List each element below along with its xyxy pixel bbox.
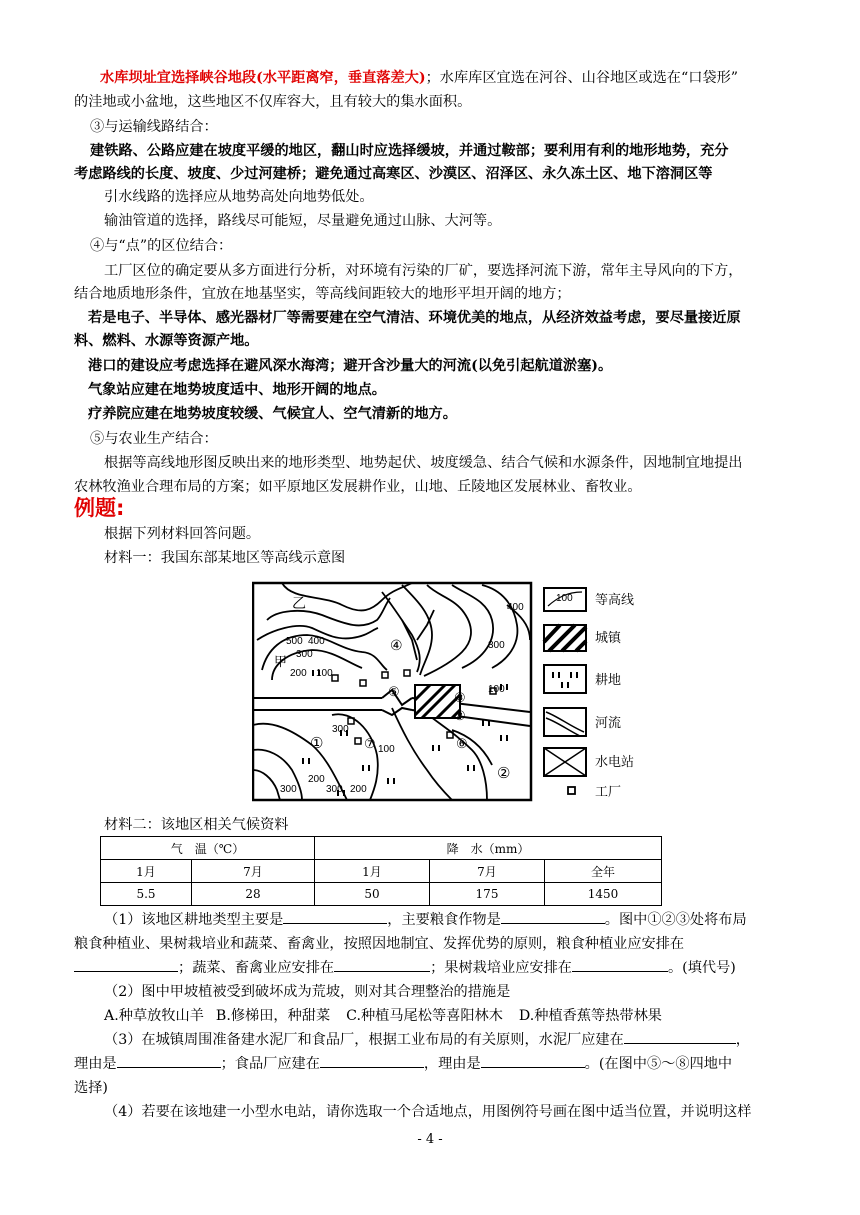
contour-map bbox=[252, 580, 672, 808]
answer-blank[interactable] bbox=[320, 1053, 424, 1068]
example-heading: 例题: bbox=[74, 496, 125, 520]
circled-marker: ⑤ bbox=[388, 685, 400, 700]
table-header-precipitation: 降 水（mm） bbox=[315, 837, 662, 860]
circled-marker: ② bbox=[497, 764, 511, 782]
table-cell: 1月 bbox=[101, 860, 192, 883]
circled-marker: ① bbox=[310, 734, 324, 752]
question-text: 。(填代号) bbox=[667, 960, 736, 976]
contour-label: 300 bbox=[488, 640, 505, 651]
contour-label: 300 bbox=[332, 724, 349, 735]
question-text: ；果树栽培业应安排在 bbox=[430, 960, 572, 976]
paragraph-line: 建铁路、公路应建在坡度平缓的地区，翻山时应选择缓坡，并通过鞍部；要利用有利的地形地势，充分 bbox=[90, 143, 729, 159]
contour-label: 200 bbox=[308, 774, 325, 785]
contour-label: 200 bbox=[290, 668, 307, 679]
table-cell: 5.5 bbox=[101, 883, 192, 906]
answer-blank[interactable] bbox=[283, 909, 387, 924]
legend-river-label: 河流 bbox=[595, 716, 622, 731]
section-title-agriculture: ⑤与农业生产结合： bbox=[90, 431, 218, 447]
example-intro: 根据下列材料回答问题。 bbox=[104, 526, 261, 542]
question-text: （1）该地区耕地类型主要是 bbox=[104, 912, 284, 928]
circled-marker: ⑥ bbox=[456, 737, 468, 752]
table-row bbox=[101, 860, 662, 883]
question-2-options bbox=[104, 1005, 662, 1027]
option-b[interactable]: B.修梯田，种甜菜 bbox=[215, 1008, 331, 1024]
reservoir-dam-highlight: 水库坝址宜选择峡谷地段(水平距离窄，垂直落差大) bbox=[100, 70, 426, 86]
contour-label: 500 bbox=[286, 636, 303, 647]
contour-label: 100 bbox=[316, 668, 333, 679]
material-one-caption: 材料一：我国东部某地区等高线示意图 bbox=[104, 550, 346, 566]
reservoir-text: ；水库库区宜选在河谷、山谷地区或选在“口袋形” bbox=[425, 70, 739, 86]
circled-marker: ⑦ bbox=[364, 737, 376, 752]
paragraph-line: 根据等高线地形图反映出来的地形类型、地势起伏、坡度缓急、结合气候和水源条件，因地制宜地提出 bbox=[104, 455, 743, 471]
table-cell: 28 bbox=[192, 883, 315, 906]
material-two-caption: 材料二：该地区相关气候资料 bbox=[104, 817, 289, 833]
table-row bbox=[101, 883, 662, 906]
paragraph-line: 考虑路线的长度、坡度、少过河建桥；避免通过高寒区、沙漠区、沼泽区、永久冻土区、地下溶洞区等 bbox=[74, 166, 713, 182]
question-text: 。图中①②③处将布局 bbox=[604, 912, 747, 928]
table-cell: 7月 bbox=[192, 860, 315, 883]
question-text: ， bbox=[735, 1032, 750, 1048]
paragraph-line: 港口的建设应考虑选择在避风深水海湾；避开含沙量大的河流(以免引起航道淤塞)。 bbox=[88, 358, 613, 374]
question-text: （3）在城镇周围准备建水泥厂和食品厂，根据工业布局的有关原则，水泥厂应建在 bbox=[104, 1032, 624, 1048]
map-legend bbox=[544, 588, 634, 800]
section-title-point: ④与“点”的区位结合： bbox=[90, 238, 233, 254]
question-text: ；蔬菜、畜禽业应安排在 bbox=[178, 960, 335, 976]
answer-blank[interactable] bbox=[501, 909, 605, 924]
legend-contour-label: 等高线 bbox=[595, 593, 635, 608]
question-3 bbox=[104, 1029, 750, 1051]
contour-label: 300 bbox=[296, 649, 313, 660]
question-text: ，理由是 bbox=[423, 1056, 481, 1072]
paragraph-line: 料、燃料、水源等资源产地。 bbox=[74, 333, 259, 349]
table-cell: 7月 bbox=[430, 860, 545, 883]
legend-hydro-label: 水电站 bbox=[595, 755, 635, 770]
section-title-transport: ③与运输线路结合： bbox=[90, 119, 218, 135]
question-text: 。(在图中⑤～⑧四地中 bbox=[584, 1056, 733, 1072]
answer-blank[interactable] bbox=[624, 1029, 736, 1044]
circled-marker: ④ bbox=[390, 638, 403, 654]
paragraph-line: 气象站应建在地势坡度适中、地形开阔的地点。 bbox=[88, 382, 386, 398]
contour-label: 200 bbox=[350, 784, 367, 795]
question-1-line3 bbox=[74, 957, 736, 979]
question-1 bbox=[104, 909, 747, 931]
question-2: （2）图中甲坡植被受到破坏成为荒坡，则对其合理整治的措施是 bbox=[104, 984, 511, 1000]
question-3-line3: 选择) bbox=[74, 1080, 108, 1096]
contour-label: 400 bbox=[308, 636, 325, 647]
question-text: 理由是 bbox=[74, 1056, 117, 1072]
circled-marker: ⑧ bbox=[454, 709, 466, 724]
table-header-temperature: 气 温（℃） bbox=[101, 837, 315, 860]
table-cell: 全年 bbox=[545, 860, 662, 883]
answer-blank[interactable] bbox=[481, 1053, 585, 1068]
option-a[interactable]: A.种草放牧山羊 bbox=[104, 1008, 204, 1024]
paragraph-line: 工厂区位的确定要从多方面进行分析，对环境有污染的厂矿，要选择河流下游，常年主导风向的下方， bbox=[104, 263, 743, 279]
question-text: ，主要粮食作物是 bbox=[387, 912, 501, 928]
legend-town-label: 城镇 bbox=[595, 631, 622, 646]
place-label-yi: 乙 bbox=[292, 596, 306, 612]
legend-factory-label: 工厂 bbox=[595, 785, 622, 800]
paragraph-line: 疗养院应建在地势坡度较缓、气候宜人、空气清新的地方。 bbox=[88, 406, 457, 422]
climate-table bbox=[100, 836, 662, 906]
answer-blank[interactable] bbox=[334, 957, 430, 972]
paragraph-line: 结合地质地形条件，宜放在地基坚实，等高线间距较大的地形平坦开阔的地方； bbox=[74, 286, 571, 302]
answer-blank[interactable] bbox=[572, 957, 668, 972]
legend-contour-value: 100 bbox=[556, 593, 573, 604]
paragraph-line: 农林牧渔业合理布局的方案；如平原地区发展耕作业，山地、丘陵地区发展林业、畜牧业。 bbox=[74, 479, 642, 495]
paragraph-line: 输油管道的选择，路线尽可能短，尽量避免通过山脉、大河等。 bbox=[104, 213, 502, 229]
contour-label: 300 bbox=[280, 784, 297, 795]
table-cell: 50 bbox=[315, 883, 430, 906]
option-d[interactable]: D.种植香蕉等热带林果 bbox=[518, 1008, 662, 1024]
circled-marker: ③ bbox=[454, 691, 466, 706]
question-1-line2: 粮食种植业、果树栽培业和蔬菜、畜禽业，按照因地制宜、发挥优势的原则，粮食种植业应安排在 bbox=[74, 936, 685, 952]
option-c[interactable]: C.种植马尾松等喜阳林木 bbox=[346, 1008, 503, 1024]
answer-blank[interactable] bbox=[74, 957, 178, 972]
question-3-line2 bbox=[74, 1053, 732, 1075]
answer-blank[interactable] bbox=[117, 1053, 221, 1068]
contour-label: 100 bbox=[488, 684, 505, 695]
page-number: - 4 - bbox=[417, 1132, 443, 1147]
table-cell: 1450 bbox=[545, 883, 662, 906]
table-cell: 175 bbox=[430, 883, 545, 906]
paragraph-reservoir bbox=[100, 67, 738, 89]
paragraph-line: 的洼地或小盆地，这些地区不仅库容大，且有较大的集水面积。 bbox=[74, 94, 472, 110]
question-4: （4）若要在该地建一小型水电站，请你选取一个合适地点，用图例符号画在图中适当位置，并说明这样 bbox=[104, 1104, 752, 1120]
question-text: ；食品厂应建在 bbox=[220, 1056, 320, 1072]
contour-label: 400 bbox=[507, 602, 524, 613]
contour-label: 300 bbox=[326, 784, 343, 795]
paragraph-line: 引水线路的选择应从地势高处向地势低处。 bbox=[104, 189, 374, 205]
place-label-jia: 甲 bbox=[274, 655, 288, 670]
table-cell: 1月 bbox=[315, 860, 430, 883]
legend-farmland-label: 耕地 bbox=[595, 673, 622, 688]
contour-label: 100 bbox=[378, 744, 395, 755]
paragraph-line: 若是电子、半导体、感光器材厂等需要建在空气清洁、环境优美的地点，从经济效益考虑，要尽量接近原 bbox=[88, 310, 741, 326]
